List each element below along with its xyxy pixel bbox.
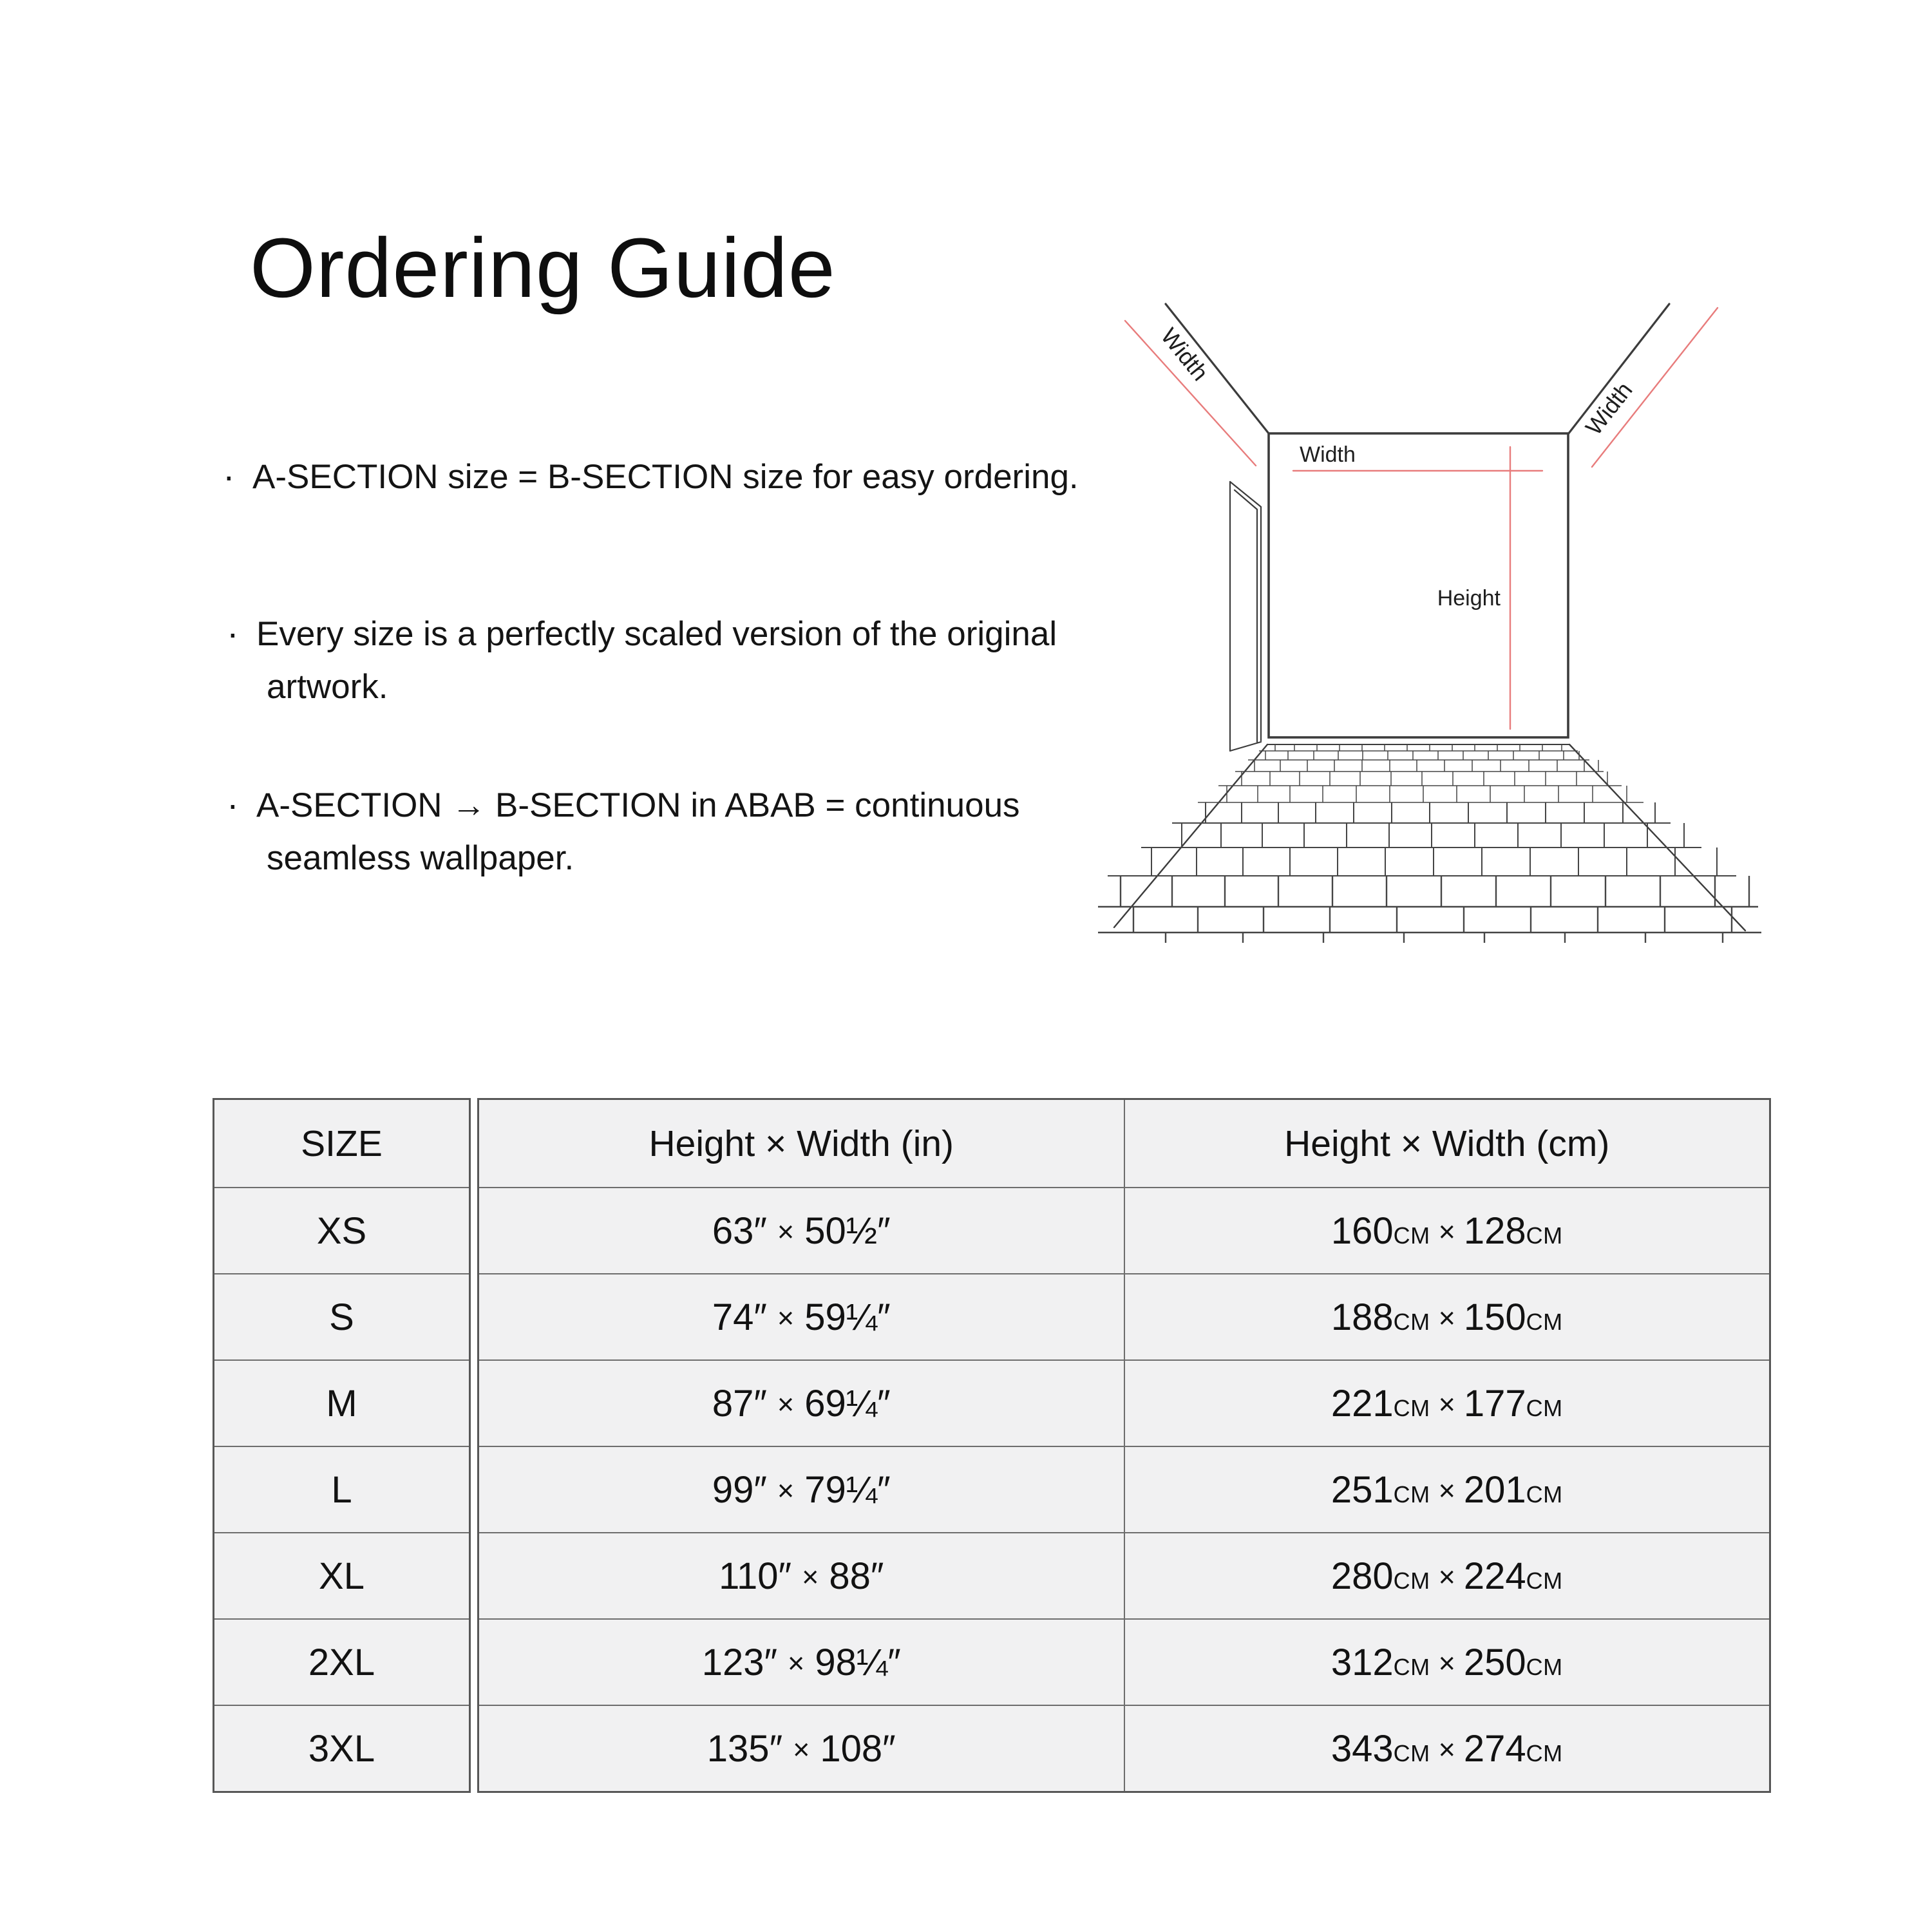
floor-seams-mid — [1151, 802, 1717, 876]
bullet-text: A-SECTION size = B-SECTION size for easy ordering. — [252, 458, 1079, 496]
inches-header: Height × Width (in) — [478, 1099, 1124, 1188]
times-sign: × — [777, 1387, 795, 1421]
cm-cell: 312CM × 250CM — [1124, 1619, 1770, 1705]
room-illustration — [1095, 283, 1765, 953]
inches-cell: 99″ × 79¼″ — [478, 1446, 1124, 1533]
measurements-table — [477, 1098, 1771, 1793]
room-walls — [1114, 304, 1745, 931]
inches-cell: 63″ × 50½″ — [478, 1188, 1124, 1274]
inches-cell: 87″ × 69¼″ — [478, 1360, 1124, 1446]
page-title: Ordering Guide — [250, 220, 836, 315]
table-row — [214, 1446, 470, 1533]
table-row — [214, 1360, 470, 1446]
table-row — [214, 1705, 470, 1792]
cm-unit: CM — [1526, 1653, 1563, 1680]
times-sign: × — [1438, 1732, 1455, 1766]
bullet-text: Every size is a perfectly scaled version of the original — [256, 615, 1057, 653]
times-sign: × — [788, 1646, 805, 1680]
cm-unit: CM — [1393, 1567, 1430, 1594]
floor-row-lines-mid — [1108, 823, 1736, 876]
cm-unit: CM — [1526, 1394, 1563, 1421]
bullet-text: A-SECTION → B-SECTION in ABAB = continuous — [256, 786, 1020, 824]
times-sign: × — [1438, 1387, 1455, 1421]
floor-tiles — [1098, 744, 1761, 943]
times-sign: × — [1438, 1560, 1455, 1593]
bullet-scaled-artwork — [227, 608, 1057, 714]
times-sign: × — [802, 1560, 819, 1593]
times-sign: × — [1438, 1301, 1455, 1334]
bullet-dot: · — [227, 612, 239, 653]
table-row — [478, 1360, 1770, 1446]
cm-unit: CM — [1393, 1739, 1430, 1766]
inches-cell: 135″ × 108″ — [478, 1705, 1124, 1792]
table-row — [214, 1533, 470, 1619]
size-cell: 2XL — [214, 1619, 470, 1705]
times-sign: × — [1438, 1215, 1455, 1248]
measure-lines — [1125, 308, 1718, 729]
cm-cell: 343CM × 274CM — [1124, 1705, 1770, 1792]
times-sign: × — [777, 1301, 795, 1334]
table-row — [478, 1446, 1770, 1533]
table-row — [214, 1619, 470, 1705]
cm-unit: CM — [1526, 1222, 1563, 1249]
cm-cell: 160CM × 128CM — [1124, 1188, 1770, 1274]
measure-labels — [1156, 323, 1638, 611]
bullet-text-line2: seamless wallpaper. — [267, 839, 574, 877]
bullet-text-line2: artwork. — [267, 668, 388, 706]
table-row — [478, 1188, 1770, 1274]
table-row — [214, 1188, 470, 1274]
cm-header: Height × Width (cm) — [1124, 1099, 1770, 1188]
size-table — [213, 1098, 471, 1793]
cm-unit: CM — [1526, 1481, 1563, 1508]
width-left-label: Width — [1155, 323, 1214, 386]
width-right-label: Width — [1580, 377, 1638, 440]
cm-cell: 251CM × 201CM — [1124, 1446, 1770, 1533]
table-row — [478, 1619, 1770, 1705]
cm-unit: CM — [1393, 1394, 1430, 1421]
door — [1230, 482, 1261, 751]
size-cell: XS — [214, 1188, 470, 1274]
size-header: SIZE — [214, 1099, 470, 1188]
cm-unit: CM — [1393, 1222, 1430, 1249]
cm-cell: 188CM × 150CM — [1124, 1274, 1770, 1360]
size-cell: S — [214, 1274, 470, 1360]
times-sign: × — [793, 1732, 810, 1766]
size-cell: 3XL — [214, 1705, 470, 1792]
floor-rows-front — [1098, 876, 1761, 943]
table-row — [478, 1705, 1770, 1792]
table-row — [478, 1274, 1770, 1360]
floor-seams-back — [1227, 744, 1627, 802]
cm-unit: CM — [1393, 1481, 1430, 1508]
width-wall-label: Width — [1300, 442, 1356, 467]
times-sign: × — [777, 1215, 795, 1248]
table-row — [478, 1533, 1770, 1619]
cm-unit: CM — [1526, 1739, 1563, 1766]
cm-unit: CM — [1526, 1567, 1563, 1594]
table-row — [214, 1274, 470, 1360]
cm-unit: CM — [1393, 1653, 1430, 1680]
bullet-seamless — [227, 779, 1020, 885]
inches-cell: 74″ × 59¼″ — [478, 1274, 1124, 1360]
cm-cell: 280CM × 224CM — [1124, 1533, 1770, 1619]
right-wall-base — [1569, 744, 1745, 931]
inches-cell: 110″ × 88″ — [478, 1533, 1124, 1619]
size-cell: M — [214, 1360, 470, 1446]
size-cell: L — [214, 1446, 470, 1533]
times-sign: × — [777, 1473, 795, 1507]
floor-rows-mid — [1108, 802, 1736, 876]
times-sign: × — [1438, 1473, 1455, 1507]
cm-unit: CM — [1393, 1308, 1430, 1335]
back-wall — [1269, 433, 1568, 737]
cm-cell: 221CM × 177CM — [1124, 1360, 1770, 1446]
times-sign: × — [1438, 1646, 1455, 1680]
door-frame — [1230, 482, 1261, 751]
inches-cell: 123″ × 98¼″ — [478, 1619, 1124, 1705]
bullet-dot: · — [227, 784, 239, 824]
bullet-easy-ordering — [223, 451, 1079, 504]
height-label: Height — [1437, 586, 1501, 611]
size-cell: XL — [214, 1533, 470, 1619]
bullet-dot: · — [223, 455, 235, 496]
cm-unit: CM — [1526, 1308, 1563, 1335]
